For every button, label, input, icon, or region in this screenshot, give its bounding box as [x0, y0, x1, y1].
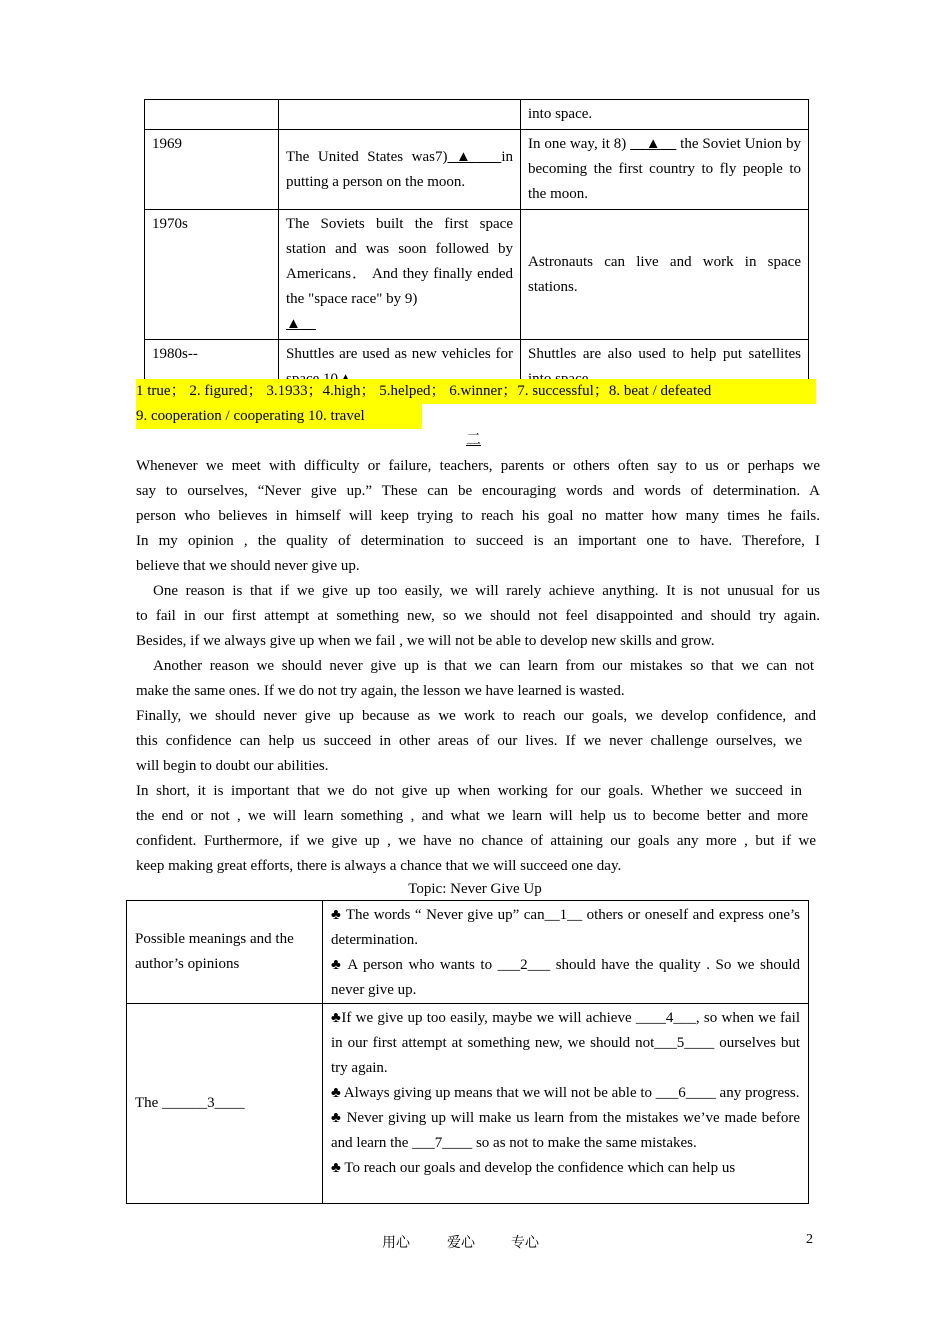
passage-line: Besides, if we always give up when we fail , we will not be able to develop new skills and grow. — [136, 633, 715, 649]
triangle-icon: ▲ — [645, 136, 661, 152]
result-cell — [521, 130, 809, 210]
passage-line: to fail in our first attempt at something new, so we should not feel disappointed and should try again. — [136, 608, 820, 624]
blank-marker — [630, 136, 676, 152]
result-text: In one way, it 8) — [528, 136, 631, 152]
footer-text: 爱心 — [447, 1236, 475, 1251]
table-row — [145, 100, 809, 130]
passage-line: will begin to doubt our abilities. — [136, 758, 329, 774]
passage-line: One reason is that if we give up too easily, we will rarely achieve anything. It is not unusual for us — [153, 583, 820, 599]
bullet-item: ♣If we give up too easily, maybe we will achieve ____4___, so when we fail in our first attempt at something new, we should not___5____ ourselves but try again. — [331, 1010, 800, 1076]
passage-line: person who believes in himself will keep trying to reach his goal no matter how many times he fails. — [136, 508, 820, 524]
page-number: 2 — [806, 1232, 813, 1247]
triangle-icon: ▲ — [456, 148, 476, 165]
bullet-item: ♣ A person who wants to ___2___ should have the quality . So we should never give up. — [331, 957, 800, 998]
result-cell: Astronauts can live and work in space stations. — [521, 210, 809, 340]
table-row — [145, 130, 809, 210]
passage-line: make the same ones. If we do not try again, the lesson we have learned is wasted. — [136, 683, 625, 699]
footer-text: 专心 — [511, 1236, 539, 1251]
event-text: The United States was7) — [286, 148, 448, 165]
year-cell: 1969 — [145, 130, 279, 210]
bullet-item: ♣ The words “ Never give up” can__1__ others or oneself and express one’s determination. — [331, 907, 800, 948]
space-race-table — [144, 99, 809, 395]
passage-line: the end or not , we will learn something , and what we learn will help us to become better and more — [136, 808, 808, 824]
event-text: Shuttles are used as new vehicles for — [286, 346, 513, 362]
footer-text: 用心 — [382, 1236, 410, 1251]
blank-marker — [286, 316, 316, 332]
row-label: The ______3____ — [127, 1004, 323, 1204]
passage-line: Another reason we should never give up is that we can learn from our mistakes so that we can not — [153, 658, 814, 674]
table-row — [127, 901, 809, 1004]
row-content — [323, 901, 809, 1004]
passage-line: believe that we should never give up. — [136, 558, 360, 574]
passage-line: this confidence can help us succeed in other areas of our lives. If we never challenge ourselves, we — [136, 733, 802, 749]
result-cell: Shuttles are also used to help put satellites — [521, 340, 809, 395]
triangle-icon: ▲ — [286, 316, 301, 332]
passage-line: Finally, we should never give up because as we work to reach our goals, we develop confidence, and — [136, 708, 816, 724]
answer-key-line: 1 true； 2. figured； 3.1933；4.high； 5.helped； 6.winner；7. successful；8. beat / defeated — [136, 379, 816, 404]
event-text: in putting a person on the moon. — [286, 148, 513, 190]
blank-marker — [447, 149, 501, 165]
bullet-item: ♣ Always giving up means that we will not be able to ___6____ any progress. — [331, 1085, 800, 1101]
section-number: 二 — [466, 432, 482, 448]
table-row — [145, 210, 809, 340]
year-cell — [145, 100, 279, 130]
result-cell: into space. — [521, 100, 809, 130]
answer-key-line: 9. cooperation / cooperating 10. travel — [136, 404, 422, 429]
event-cell — [279, 210, 521, 340]
passage-line: Whenever we meet with difficulty or failure, teachers, parents or others often say to us or perhaps we — [136, 458, 820, 474]
passage-line: In my opinion , the quality of determination to succeed is an important one to have. Therefore, I — [136, 533, 820, 549]
passage-line: keep making great efforts, there is always a chance that we will succeed one day. — [136, 858, 622, 874]
topic-title: Topic: Never Give Up — [408, 881, 542, 897]
passage-line: say to ourselves, “Never give up.” These can be encouraging words and words of determination. A — [136, 483, 820, 499]
row-content — [323, 1004, 809, 1204]
event-cell — [279, 100, 521, 130]
table-row — [127, 1004, 809, 1204]
passage-line: confident. Furthermore, if we give up , we have no chance of attaining our goals any more , but if we — [136, 833, 816, 849]
passage-line: In short, it is important that we do not give up when working for our goals. Whether we succeed in — [136, 783, 802, 799]
bullet-item: ♣ Never giving up will make us learn from the mistakes we’ve made before and learn the ___7____ so as not to make the same mistakes. — [331, 1110, 800, 1151]
topic-table — [126, 900, 809, 1204]
event-text: The Soviets built the first space station and was soon followed by Americans． And they finally ended the "space race" by 9) — [286, 216, 513, 307]
year-cell: 1970s — [145, 210, 279, 340]
row-label: Possible meanings and the author’s opinions — [127, 901, 323, 1004]
bullet-item: ♣ To reach our goals and develop the confidence which can help us — [331, 1160, 736, 1176]
year-cell: 1980s-- — [145, 340, 279, 395]
result-text: the Soviet Union by becoming the first country to fly people to the moon. — [528, 136, 802, 202]
event-cell — [279, 130, 521, 210]
